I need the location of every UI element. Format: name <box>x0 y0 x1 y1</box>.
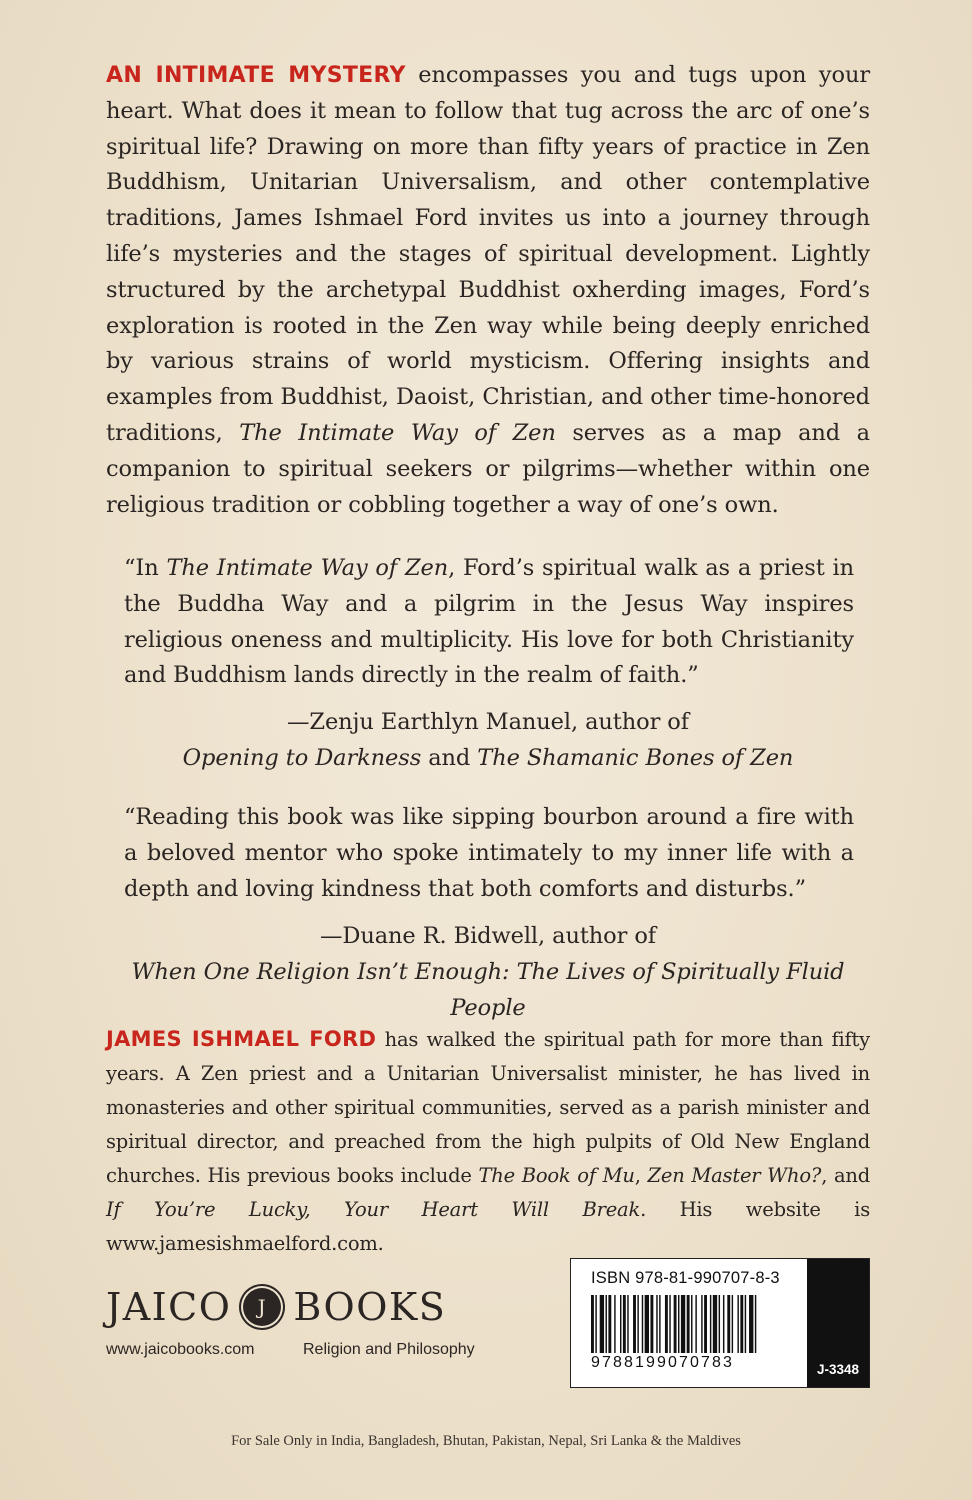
attribution1-author: —Zenju Earthlyn Manuel, author of <box>287 709 689 735</box>
bio-book-2: Zen Master Who? <box>647 1164 822 1187</box>
isbn-text: ISBN 978-81-990707-8-3 <box>591 1269 780 1287</box>
book-description <box>106 58 870 523</box>
publisher-block <box>106 1285 475 1359</box>
attribution1-books <box>106 740 870 776</box>
barcode-label <box>570 1258 870 1388</box>
description-text-1: encompasses you and tugs upon your heart. What does it mean to follow that tug across the arc of one’s spiritual life? Drawing on more than fifty years of practice in Zen Buddhism, Unitarian Universalism, and other contemplative traditions, James Ishmael Ford invites us into a journey through life’s mysteries and the stages of spiritual development. Lightly structured by the archetypal Buddhist oxherding images, Ford’s exploration is rooted in the Zen way while being deeply enriched by various strains of world mysticism. Offering insights and examples from Buddhist, Daoist, Christian, and other time-honored traditions, <box>106 62 870 446</box>
author-bio <box>106 1022 870 1261</box>
endorsement-attribution-2 <box>106 918 870 1026</box>
attribution2-book: When One Religion Isn’t Enough: The Lives of Spiritually Fluid People <box>131 959 845 1021</box>
barcode-icon <box>591 1295 791 1353</box>
publisher-website: www.jaicobooks.com <box>106 1341 255 1358</box>
attribution2-author: —Duane R. Bidwell, author of <box>319 923 657 949</box>
bio-text-2: . His website is www.jamesishmaelford.com. <box>106 1198 871 1255</box>
quote1-book-title: The Intimate Way of Zen <box>166 555 449 581</box>
attribution1-and: and <box>421 745 478 771</box>
attribution1-book-2: The Shamanic Bones of Zen <box>477 745 794 771</box>
bio-book-1: The Book of Mu <box>478 1164 635 1187</box>
description-book-title: The Intimate Way of Zen <box>239 419 556 446</box>
description-lead: AN INTIMATE MYSTERY <box>106 63 406 88</box>
publisher-logo <box>106 1285 475 1329</box>
barcode-digits: 9788199070783 <box>591 1354 734 1371</box>
product-code-strip <box>807 1259 869 1387</box>
quote1-pre: “In <box>124 555 167 581</box>
sale-territory-notice: For Sale Only in India, Bangladesh, Bhutan, Pakistan, Nepal, Sri Lanka & the Maldives <box>231 1433 741 1449</box>
book-category: Religion and Philosophy <box>303 1341 475 1358</box>
bio-text-1: has walked the spiritual path for more than fifty years. A Zen priest and a Unitarian Universalist minister, he has lived in monasteries and other spiritual communities, served as a parish minister and spiritual director, and preached from the high pulpits of Old New England churches. His previous books include <box>106 1028 870 1187</box>
publisher-mark-icon: J <box>243 1288 281 1326</box>
endorsement-attribution-1 <box>106 704 870 776</box>
publisher-name-left: JAICO <box>106 1285 232 1329</box>
description-text-2: serves as a map and a companion to spiritual seekers or pilgrims—whether within one religious tradition or cobbling together a way of one’s own. <box>106 419 870 518</box>
bio-book-3: If You’re Lucky, Your Heart Will Break <box>106 1198 641 1221</box>
publisher-name-right: BOOKS <box>293 1285 447 1329</box>
attribution1-book-1: Opening to Darkness <box>182 745 422 771</box>
bio-lead: JAMES ISHMAEL FORD <box>106 1027 377 1051</box>
publisher-info <box>106 1341 475 1359</box>
endorsement-quote-2: “Reading this book was like sipping bourbon around a fire with a beloved mentor who spoke intimately to my inner life with a depth and loving kindness that both comforts and disturbs.” <box>124 804 854 902</box>
bio-sep-1: , <box>634 1164 648 1187</box>
endorsement-quote-1 <box>124 551 854 694</box>
quote1-text: , Ford’s spiritual walk as a priest in the Buddha Way and a pilgrim in the Jesus Way inspires religious oneness and multiplicity. His love for both Christianity and Buddhism lands directly in the realm of faith.” <box>124 555 854 689</box>
bio-sep-2: , and <box>821 1164 871 1187</box>
product-code: J-3348 <box>816 1362 860 1377</box>
